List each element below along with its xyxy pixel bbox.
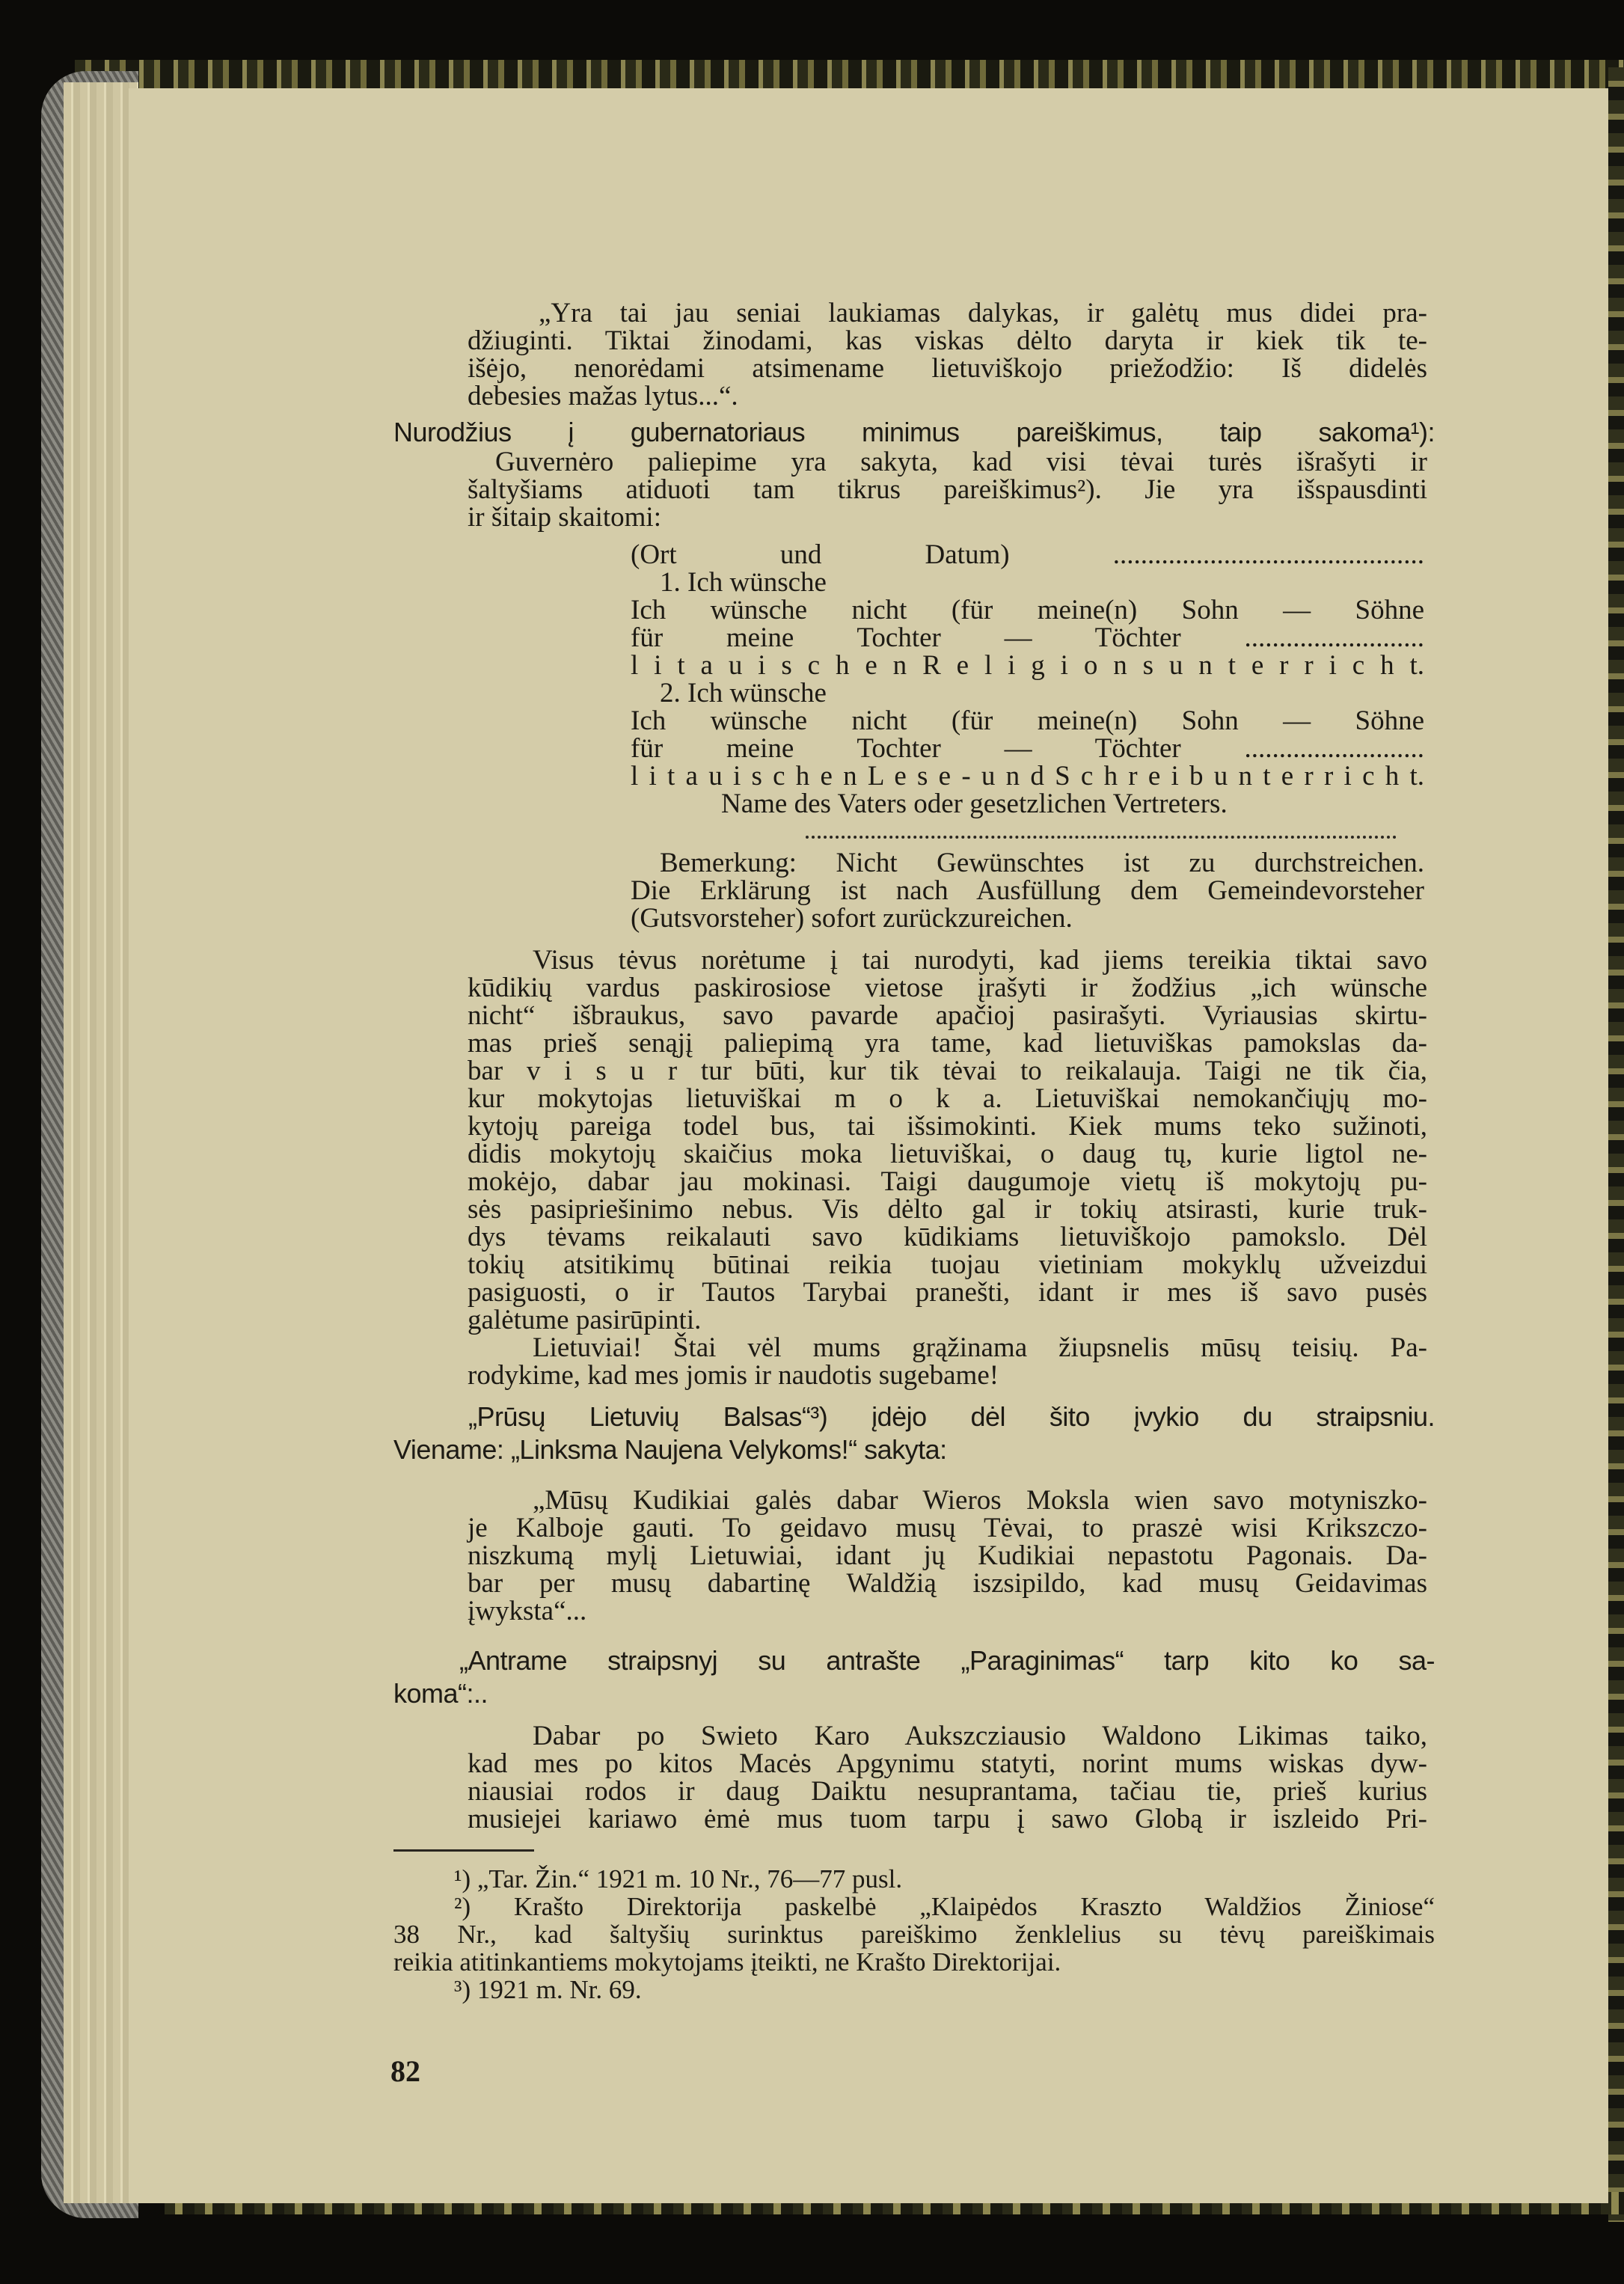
text-line: „Antrame straipsnyj su antrašte „Paraginimas“ tarp kito ko sa- [459,1645,1435,1676]
text-line: niausiai rodos ir daug Daiktu nesuprantama, tačiau tie, prieš kurius [468,1776,1427,1807]
text-line: įwyksta“... [468,1596,587,1626]
footnote-separator [393,1849,534,1852]
text-line: rodykime, kad mes jomis ir naudotis sugebame! [468,1360,999,1391]
text-line: kad mes po kitos Macės Apgynimu statyti, norint mums wiskas dyw- [468,1748,1427,1779]
page-stack-edge [64,82,138,2203]
text-line: sės pasipriešinimo nebus. Vis dėlto gal ir tokių atsirasti, kurie truk- [468,1194,1427,1225]
text-line: für meine Tochter — Töchter .......................... [631,622,1424,653]
quote-paragraph-2 [468,1487,1427,1625]
paragraph-dabar-po [468,1722,1427,1833]
text-line: Nurodžius į gubernatoriaus minimus pareiškimus, taip sakoma¹): [393,417,1435,447]
form-remark [631,849,1424,932]
text-line: bar per musų dabartinę Waldžią iszsipildo, kad musų Geidavimas [468,1568,1427,1599]
text-line: didis mokytojų skaičius moka lietuviškai, o daug tų, kurie ligtol ne- [468,1139,1427,1169]
footnotes [393,1865,1435,2003]
text-line: für meine Tochter — Töchter .......................... [631,733,1424,764]
text-line: Name des Vaters oder gesetzlichen Vertreters. [721,789,1228,819]
text-line: 1. Ich wünsche [660,567,827,598]
page-number: 82 [390,2054,420,2088]
text-line: bar v i s u r tur būti, kur tik tėvai to reikalauja. Taigi ne tik čia, [468,1056,1427,1086]
german-form [631,541,1424,818]
text-line: reikia atitinkantiems mokytojams įteikti, ne Krašto Direktorijai. [393,1947,1061,1977]
text-line: ³) 1921 m. Nr. 69. [454,1975,642,2004]
text-line: ²) Krašto Direktorija paskelbė „Klaipėdos Kraszto Waldžios Žiniose“ [454,1892,1435,1921]
text-line: Bemerkung: Nicht Gewünschtes ist zu durchstreichen. [660,848,1424,878]
text-line: mokėjo, dabar jau mokinasi. Taigi daugumoje vietų iš mokytojų pu- [468,1166,1427,1197]
text-line: Ich wünsche nicht (für meine(n) Sohn — Söhne [631,705,1424,736]
text-line: niszkumą mylį Lietuwiai, idant jų Kudikiai nepastotu Pagonais. Da- [468,1540,1427,1571]
signature-dotted-line [806,836,1397,839]
text-line: Die Erklärung ist nach Ausfüllung dem Gemeindevorsteher [631,875,1424,906]
text-line: l i t a u i s c h e n R e l i g i o n s u n t e r r i c h t. [631,650,1424,681]
text-line: Viename: „Linksma Naujena Velykoms!“ sakyta: [393,1434,947,1465]
text-line: Dabar po Swieto Karo Aukszcziausio Waldono Likimas taiko, [533,1721,1427,1751]
text-line: galėtume pasirūpinti. [468,1305,702,1335]
text-line: ¹) „Tar. Žin.“ 1921 m. 10 Nr., 76—77 pusl. [454,1864,903,1893]
text-line: ir šitaip skaitomi: [468,502,661,533]
text-line: kur mokytojas lietuviškai m o k a. Lietuviškai nemokančiųjų mo- [468,1083,1427,1114]
text-line: 38 Nr., kad šaltyšių surinktus pareiškimo ženklelius su tėvų pareiškimais [393,1920,1435,1949]
heading-prusu-lietuviu-balsas [393,1400,1435,1466]
text-line: džiuginti. Tiktai žinodami, kas viskas dėlto daryta ir kiek tik te- [468,325,1427,356]
text-line: tokių atsitikimų būtinai reikia tuojau vietiniam mokyklų užveizdui [468,1249,1427,1280]
text-line: Guvernėro paliepime yra sakyta, kad visi tėvai turės išrašyti ir [495,447,1427,477]
text-line: nicht“ išbraukus, savo pavarde apačioj pasirašyti. Vyriausias skirtu- [468,1000,1427,1031]
text-line: (Gutsvorsteher) sofort zurückzureichen. [631,903,1073,934]
text-line: Lietuviai! Štai vėl mums grąžinama žiupsnelis mūsų teisių. Pa- [533,1332,1427,1363]
paragraph-visus-tevus [468,946,1427,1334]
text-line: „Mūsų Kudikiai galės dabar Wieros Moksla wien savo motyniszko- [533,1485,1427,1516]
text-line: pasiguosti, o ir Tautos Tarybai pranešti, idant ir mes iš savo pusės [468,1277,1427,1308]
text-line: dys tėvams reikalauti savo kūdikiams lietuviškojo pamokslo. Dėl [468,1222,1427,1252]
text-line: Ich wünsche nicht (für meine(n) Sohn — Söhne [631,595,1424,625]
cover-marbled-right [1608,67,1624,2222]
text-line: (Ort und Datum) ............................................. [631,539,1424,570]
text-line: debesies mažas lytus...“. [468,381,738,411]
text-line: kūdikių vardus paskirosiose vietose įrašyti ir žodžius „ich wünsche [468,973,1427,1003]
heading-nurodzius [393,416,1435,449]
text-line: je Kalboje gauti. To geidavo musų Tėvai, to praszė wisi Krikszczo- [468,1513,1427,1543]
text-line: „Yra tai jau seniai laukiamas dalykas, ir galėtų mus didei pra- [539,298,1427,328]
paragraph-guvernero [468,448,1427,531]
text-line: musiejei kariawo ėmė mus tuom tarpu į sawo Globą ir iszleido Pri- [468,1804,1427,1834]
text-line: l i t a u i s c h e n L e s e - u n d S c h r e i b u n t e r r i c h t. [631,761,1424,792]
text-line: koma“:.. [393,1678,488,1709]
text-line: šaltyšiams atiduoti tam tikrus pareiškimus²). Jie yra išspausdinti [468,474,1427,505]
quote-paragraph-1 [468,299,1427,410]
heading-antrame-straipsnyj [393,1644,1435,1710]
text-line: Visus tėvus norėtume į tai nurodyti, kad jiems tereikia tiktai savo [533,945,1427,976]
text-line: „Prūsų Lietuvių Balsas“³) įdėjo dėl šito įvykio du straipsniu. [468,1401,1435,1432]
paragraph-lietuviai [468,1334,1427,1389]
text-line: 2. Ich wünsche [660,678,827,708]
text-line: išėjo, nenorėdami atsimename lietuviškojo priežodžio: Iš didelės [468,353,1427,384]
text-line: mas prieš senąjį paliepimą yra tame, kad lietuviškas pamokslas da- [468,1028,1427,1059]
text-line: kytojų pareiga todel bus, tai išsimokinti. Kiek mums teko sužinoti, [468,1111,1427,1142]
